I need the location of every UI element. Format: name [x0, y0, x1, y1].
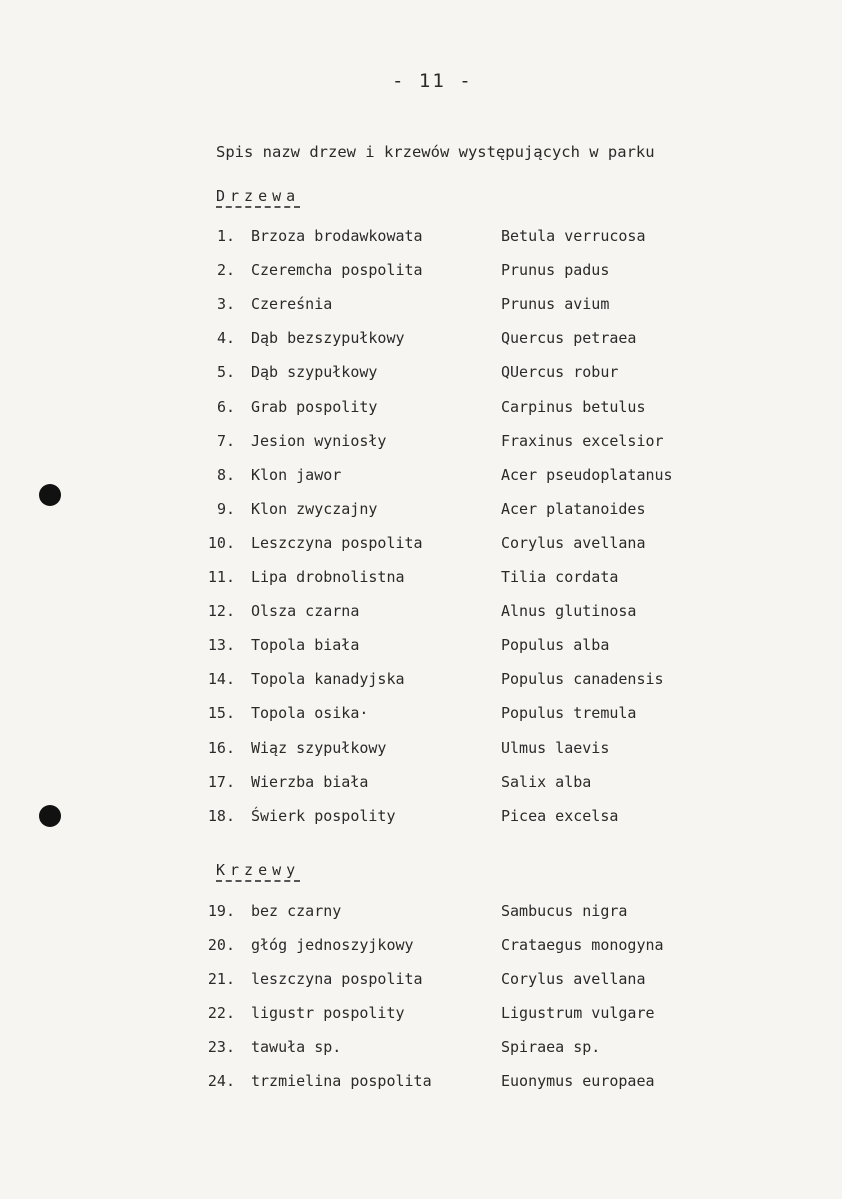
latin-name: Sambucus nigra — [501, 902, 628, 920]
polish-name: Klon jawor — [251, 465, 342, 484]
latin-name: Ligustrum vulgare — [501, 1004, 655, 1022]
list-item — [0, 227, 842, 251]
item-number: 2. — [216, 261, 235, 280]
polish-name: Grab pospolity — [251, 397, 378, 416]
latin-name: Spiraea sp. — [501, 1038, 601, 1056]
latin-name: Populus canadensis — [501, 670, 664, 689]
latin-name: QUercus robur — [501, 363, 619, 382]
item-number: 13. — [207, 636, 235, 655]
polish-name: Czereśnia — [251, 295, 333, 314]
item-number: 18. — [207, 806, 235, 825]
polish-name: leszczyna pospolita — [251, 970, 423, 988]
latin-name: Prunus avium — [501, 295, 610, 314]
latin-name: Acer pseudoplatanus — [501, 465, 673, 484]
section-heading-trees: Drzewa — [216, 187, 300, 208]
polish-name: Topola osika· — [251, 704, 369, 723]
item-number: 15. — [207, 704, 235, 723]
polish-name: Wierzba biała — [251, 772, 369, 791]
item-number: 24. — [207, 1072, 235, 1090]
polish-name: bez czarny — [251, 902, 342, 920]
polish-name: Olsza czarna — [251, 602, 360, 621]
polish-name: Czeremcha pospolita — [251, 261, 423, 280]
list-item — [0, 1072, 842, 1096]
latin-name: Salix alba — [501, 772, 592, 791]
latin-name: Ulmus laevis — [501, 738, 610, 757]
item-number: 7. — [216, 431, 235, 450]
list-item — [0, 902, 842, 926]
list-item — [0, 466, 842, 490]
page-number: - 11 - — [392, 70, 473, 92]
list-item — [0, 670, 842, 694]
list-item — [0, 704, 842, 728]
list-item — [0, 398, 842, 422]
latin-name: Corylus avellana — [501, 970, 646, 988]
item-number: 23. — [207, 1038, 235, 1056]
punch-hole — [39, 484, 61, 506]
latin-name: Populus alba — [501, 636, 610, 655]
list-item — [0, 432, 842, 456]
latin-name: Crataegus monogyna — [501, 936, 664, 954]
latin-name: Euonymus europaea — [501, 1072, 655, 1090]
list-item — [0, 970, 842, 994]
item-number: 3. — [216, 295, 235, 314]
item-number: 6. — [216, 397, 235, 416]
latin-name: Carpinus betulus — [501, 397, 646, 416]
latin-name: Acer platanoides — [501, 499, 646, 518]
list-item — [0, 1038, 842, 1062]
polish-name: Leszczyna pospolita — [251, 533, 423, 552]
latin-name: Quercus petraea — [501, 329, 637, 348]
polish-name: Dąb bezszypułkowy — [251, 329, 405, 348]
polish-name: Dąb szypułkowy — [251, 363, 378, 382]
polish-name: Jesion wyniosły — [251, 431, 387, 450]
list-item — [0, 500, 842, 524]
section-heading-shrubs: Krzewy — [216, 861, 300, 882]
item-number: 14. — [207, 670, 235, 689]
polish-name: tawuła sp. — [251, 1038, 342, 1056]
list-item — [0, 261, 842, 285]
item-number: 11. — [207, 568, 235, 586]
polish-name: Brzoza brodawkowata — [251, 227, 423, 245]
list-item — [0, 329, 842, 353]
latin-name: Populus tremula — [501, 704, 637, 723]
polish-name: głóg jednoszyjkowy — [251, 936, 414, 954]
latin-name: Alnus glutinosa — [501, 602, 637, 621]
list-item — [0, 1004, 842, 1028]
latin-name: Corylus avellana — [501, 533, 646, 552]
item-number: 1. — [216, 227, 235, 245]
polish-name: Lipa drobnolistna — [251, 568, 405, 586]
polish-name: Topola biała — [251, 636, 360, 655]
polish-name: ligustr pospolity — [251, 1004, 405, 1022]
item-number: 21. — [207, 970, 235, 988]
item-number: 8. — [216, 465, 235, 484]
list-item — [0, 602, 842, 626]
list-item — [0, 568, 842, 592]
punch-hole — [39, 805, 61, 827]
item-number: 19. — [207, 902, 235, 920]
latin-name: Fraxinus excelsior — [501, 431, 664, 450]
item-number: 4. — [216, 329, 235, 348]
page-title: Spis nazw drzew i krzewów występujących w parku — [216, 143, 655, 161]
list-item — [0, 807, 842, 831]
polish-name: Wiąz szypułkowy — [251, 738, 387, 757]
latin-name: Picea excelsa — [501, 806, 619, 825]
item-number: 9. — [216, 499, 235, 518]
item-number: 5. — [216, 363, 235, 382]
list-item — [0, 739, 842, 763]
latin-name: Tilia cordata — [501, 568, 619, 586]
latin-name: Betula verrucosa — [501, 227, 646, 245]
latin-name: Prunus padus — [501, 261, 610, 280]
item-number: 22. — [207, 1004, 235, 1022]
item-number: 20. — [207, 936, 235, 954]
list-item — [0, 295, 842, 319]
item-number: 10. — [207, 533, 235, 552]
list-item — [0, 936, 842, 960]
list-item — [0, 636, 842, 660]
list-item — [0, 363, 842, 387]
polish-name: Świerk pospolity — [251, 806, 396, 825]
polish-name: Klon zwyczajny — [251, 499, 378, 518]
list-item — [0, 773, 842, 797]
item-number: 17. — [207, 772, 235, 791]
item-number: 16. — [207, 738, 235, 757]
list-item — [0, 534, 842, 558]
item-number: 12. — [207, 602, 235, 621]
polish-name: trzmielina pospolita — [251, 1072, 432, 1090]
polish-name: Topola kanadyjska — [251, 670, 405, 689]
